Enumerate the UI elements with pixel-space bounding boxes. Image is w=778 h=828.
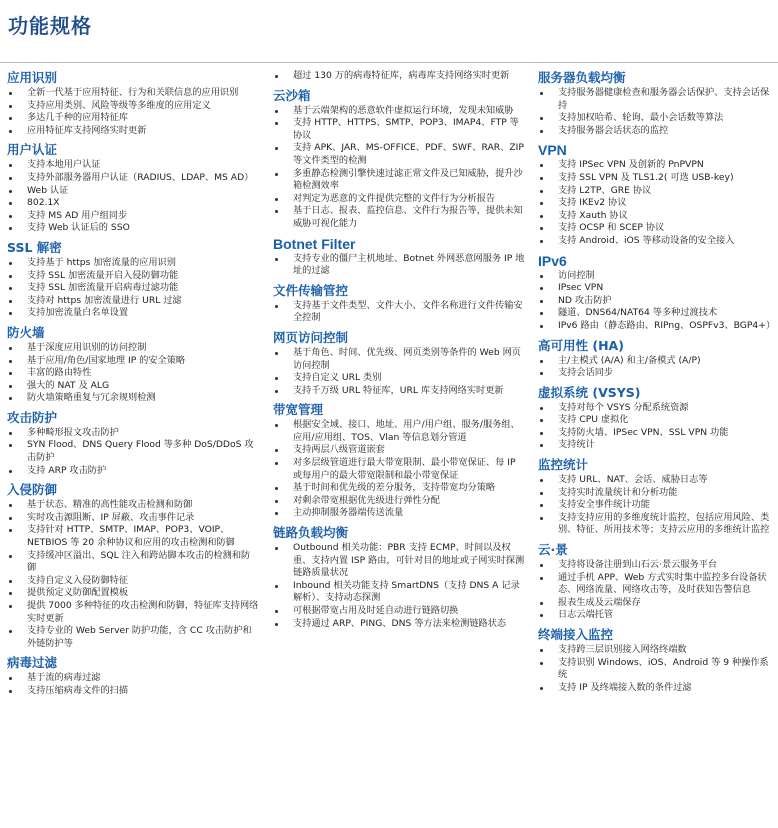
feature-item: 支持 OCSP 和 SCEP 协议 [538, 222, 776, 235]
feature-item: 支持专业的 Web Server 防护功能，含 CC 攻击防护和外链防护等 [7, 625, 259, 650]
feature-item: 支持针对 HTTP、SMTP、IMAP、POP3、VOIP、NETBIOS 等 20 余种协议和应用的攻击检测和防御 [7, 524, 259, 549]
spec-section-section-4 [273, 330, 525, 397]
feature-item: 支持 IPSec VPN 及创新的 PnPVPN [538, 159, 776, 172]
feature-list [7, 427, 259, 477]
feature-item: 基于日志、报表、监控信息、文件行为报告等，提供未知威胁可视化能力 [273, 205, 525, 230]
feature-item: 根据安全域、接口、地址、用户/用户组、服务/服务组、应用/应用组、TOS、Vlan 等信息划分管道 [273, 419, 525, 444]
feature-item: 提供 7000 多种特征的攻击检测和防御，特征库支持网络实时更新 [7, 600, 259, 625]
section-heading: SSL 解密 [7, 239, 62, 255]
spec-section-section-3 [273, 283, 525, 325]
feature-item: 应用特征库支持网络实时更新 [7, 125, 259, 138]
feature-item: 支持跨三层识别接入网络终端数 [538, 644, 776, 657]
feature-list [273, 419, 525, 520]
feature-item: 全新一代基于应用特征、行为和关联信息的应用识别 [7, 87, 259, 100]
feature-item: 提供预定义防御配置模板 [7, 587, 259, 600]
feature-list [538, 474, 776, 537]
section-heading: Botnet Filter [273, 235, 356, 252]
feature-item: 通过手机 APP、Web 方式实时集中监控多台设备状态、网络流量、网络攻击等，及时获知告警信息 [538, 572, 776, 597]
spec-section-section-6 [7, 655, 259, 697]
spec-section-vsys [538, 385, 776, 452]
feature-item: 支持 APK、JAR、MS-OFFICE、PDF、SWF、RAR、ZIP 等文件类型的检测 [273, 142, 525, 167]
feature-item: 基于时间和优先级的差分服务，支持带宽均分策略 [273, 482, 525, 495]
spec-section-section-0 [7, 70, 259, 137]
feature-item: 对剩余带宽根据优先级进行弹性分配 [273, 495, 525, 508]
feature-item: 支持千万级 URL 特征库，URL 库支持网络实时更新 [273, 385, 525, 398]
feature-list [7, 87, 259, 137]
feature-item: 支持压缩病毒文件的扫描 [7, 685, 259, 698]
feature-item: 基于深度应用识别的访问控制 [7, 342, 259, 355]
feature-item: 支持基于 https 加密流量的应用识别 [7, 257, 259, 270]
feature-list [538, 559, 776, 622]
feature-item: 支持 MS AD 用户组同步 [7, 210, 259, 223]
feature-list [273, 300, 525, 325]
feature-item: 基于流的病毒过滤 [7, 672, 259, 685]
feature-item: 强大的 NAT 及 ALG [7, 380, 259, 393]
feature-item: 支持将设备注册到山石云·景云服务平台 [538, 559, 776, 572]
feature-item: 支持加密流量白名单设置 [7, 307, 259, 320]
feature-item: 支持统计 [538, 439, 776, 452]
section-heading: 入侵防御 [7, 482, 58, 498]
feature-item: 隧道、DNS64/NAT64 等多种过渡技术 [538, 307, 776, 320]
spec-section-ipv6 [538, 253, 776, 333]
feature-item: 多种畸形报文攻击防护 [7, 427, 259, 440]
feature-item: 支持支持应用的多维度统计监控，包括应用风险、类别、特征、所用技术等；支持云应用的多维统计监控 [538, 512, 776, 537]
feature-item: 支持 HTTP、HTTPS、SMTP、POP3、IMAP4、FTP 等协议 [273, 117, 525, 142]
feature-item: 支持 SSL VPN 及 TLS1.2( 可选 USB-key) [538, 172, 776, 185]
feature-item: 防火墙策略重复与冗余规则检测 [7, 392, 259, 405]
section-heading: 病毒过滤 [7, 655, 58, 671]
spec-section-section-1 [7, 142, 259, 235]
feature-item: 支持本地用户认证 [7, 159, 259, 172]
feature-list [538, 355, 776, 380]
feature-item: 支持 IP 及终端接入数的条件过滤 [538, 682, 776, 695]
feature-item: 日志云端托管 [538, 609, 776, 622]
feature-item: 主动抑制服务器端传送流量 [273, 507, 525, 520]
feature-item: 基于角色、时间、优先级、网页类别等条件的 Web 网页访问控制 [273, 347, 525, 372]
feature-item: 实时攻击源阻断、IP 屏蔽、攻击事件记录 [7, 512, 259, 525]
section-heading: 带宽管理 [273, 402, 324, 418]
feature-item: 支持 L2TP、GRE 协议 [538, 185, 776, 198]
feature-item: 支持实时流量统计和分析功能 [538, 487, 776, 500]
feature-item: 支持专业的僵尸主机地址、Botnet 外网恶意网服务 IP 地址的过滤 [273, 253, 525, 278]
section-heading: 终端接入监控 [538, 627, 614, 642]
feature-item: 支持 URL、NAT、会话、威胁日志等 [538, 474, 776, 487]
feature-list [7, 257, 259, 320]
feature-item: 支持 SSL 加密流量开启入侵防御功能 [7, 270, 259, 283]
feature-item: 对多层级管道进行最大带宽限制、最小带宽保证、每 IP 或每用户的最大带宽限制和最小带宽保证 [273, 457, 525, 482]
section-heading: 文件传输管控 [273, 282, 349, 298]
right-column [538, 70, 776, 699]
feature-item: 支持两层八级管道嵌套 [273, 444, 525, 457]
feature-list [538, 159, 776, 247]
section-heading: IPv6 [538, 252, 567, 269]
feature-item: 支持 Web 认证后的 SSO [7, 222, 259, 235]
feature-item: 支持 Xauth 协议 [538, 210, 776, 223]
section-heading: 应用识别 [7, 70, 58, 85]
feature-item: 支持安全事件统计功能 [538, 499, 776, 512]
feature-list [7, 159, 259, 235]
spec-section-section-7 [538, 627, 776, 694]
spec-section-vpn [538, 142, 776, 247]
feature-item: 支持 ARP 攻击防护 [7, 465, 259, 478]
section-heading: 云沙箱 [273, 87, 311, 103]
spec-section-ha [538, 338, 776, 380]
feature-list [273, 70, 525, 83]
section-heading: VPN [538, 142, 567, 159]
section-heading: 防火墙 [7, 324, 45, 340]
feature-list [7, 672, 259, 697]
feature-item: 多达几千种的应用特征库 [7, 112, 259, 125]
feature-item: 支持 IKEv2 协议 [538, 197, 776, 210]
section-heading: 监控统计 [538, 457, 589, 473]
section-heading: 虚拟系统 (VSYS) [538, 384, 641, 400]
feature-item: 支持基于文件类型、文件大小、文件名称进行文件传输安全控制 [273, 300, 525, 325]
feature-item: 可根据带宽占用及时延自动进行链路切换 [273, 605, 525, 618]
feature-item: Inbound 相关功能支持 SmartDNS（支持 DNS A 记录解析）、支持动态探测 [273, 580, 525, 605]
section-heading: 服务器负载均衡 [538, 70, 626, 85]
feature-item: 支持外部服务器用户认证（RADIUS、LDAP、MS AD） [7, 172, 259, 185]
feature-item: 802.1X [7, 197, 259, 210]
section-heading: 网页访问控制 [273, 329, 349, 345]
feature-item: 支持自定义 URL 类别 [273, 372, 525, 385]
feature-item: 支持 CPU 虚拟化 [538, 414, 776, 427]
title-divider [0, 62, 778, 63]
feature-item: 支持应用类别、风险等级等多维度的应用定义 [7, 100, 259, 113]
feature-item: 支持对每个 VSYS 分配系统资源 [538, 402, 776, 415]
feature-item: 支持服务器会话状态的监控 [538, 125, 776, 138]
spec-section-section-3 [7, 325, 259, 405]
spec-section-section-4 [7, 410, 259, 477]
spec-section-ssl [7, 240, 259, 320]
page-title: 功能规格 [8, 14, 92, 38]
spec-section-section-1 [273, 88, 525, 231]
feature-item: 对判定为恶意的文件提供完整的文件行为分析报告 [273, 193, 525, 206]
feature-item: 支持 Android、iOS 等移动设备的安全接入 [538, 235, 776, 248]
feature-item: 基于应用/角色/国家地理 IP 的安全策略 [7, 355, 259, 368]
feature-item: 超过 130 万的病毒特征库，病毒库支持网络实时更新 [273, 70, 525, 83]
feature-item: 丰富的路由特性 [7, 367, 259, 380]
feature-item: 基于状态、精准的高性能攻击检测和防御 [7, 499, 259, 512]
spec-section-section-0 [273, 70, 525, 83]
feature-item: Outbound 相关功能：PBR 支持 ECMP、时间以及权重、支持内置 ISP 路由，可针对目的地址或子网实时探测链路质量状况 [273, 542, 525, 580]
feature-list [538, 644, 776, 694]
feature-list [538, 87, 776, 137]
feature-item: IPv6 路由（静态路由、RIPng、OSPFv3、BGP4+） [538, 320, 776, 333]
feature-item: Web 认证 [7, 185, 259, 198]
section-heading: 链路负载均衡 [273, 525, 349, 541]
feature-item: ND 攻击防护 [538, 295, 776, 308]
left-column [7, 70, 259, 703]
feature-item: 报表生成及云端保存 [538, 597, 776, 610]
feature-list [273, 105, 525, 231]
feature-list [273, 253, 525, 278]
spec-section-section-5 [538, 457, 776, 537]
feature-list [538, 402, 776, 452]
feature-item: 支持会话同步 [538, 367, 776, 380]
feature-item: 支持防火墙、IPSec VPN、SSL VPN 功能 [538, 427, 776, 440]
spec-section-section-6 [538, 542, 776, 622]
spec-section-section-6 [273, 525, 525, 630]
feature-item: IPsec VPN [538, 282, 776, 295]
section-heading: 用户认证 [7, 142, 58, 158]
section-heading: 云·景 [538, 542, 568, 558]
feature-item: 支持自定义入侵防御特征 [7, 575, 259, 588]
spec-section-botnet-filter [273, 236, 525, 278]
feature-list [7, 499, 259, 650]
middle-column [273, 70, 525, 635]
feature-item: 访问控制 [538, 270, 776, 283]
feature-list [273, 542, 525, 630]
spec-section-section-0 [538, 70, 776, 137]
spec-section-section-5 [273, 402, 525, 520]
feature-item: 支持通过 ARP、PING、DNS 等方法来检测链路状态 [273, 618, 525, 631]
feature-list [7, 342, 259, 405]
feature-item: 支持识别 Windows、iOS、Android 等 9 种操作系统 [538, 657, 776, 682]
feature-item: 支持对 https 加密流量进行 URL 过滤 [7, 295, 259, 308]
feature-item: 多重静态检测引擎快速过滤正常文件及已知威胁，提升沙箱检测效率 [273, 168, 525, 193]
feature-list [538, 270, 776, 333]
spec-section-section-5 [7, 482, 259, 650]
feature-item: 基于云端架构的恶意软件虚拟运行环境，发现未知威胁 [273, 105, 525, 118]
feature-item: 主/主模式 (A/A) 和主/备模式 (A/P) [538, 355, 776, 368]
feature-list [273, 347, 525, 397]
feature-item: 支持服务器健康检查和服务器会话保护、支持会话保持 [538, 87, 776, 112]
section-heading: 攻击防护 [7, 409, 58, 425]
feature-item: 支持 SSL 加密流量开启病毒过滤功能 [7, 282, 259, 295]
feature-item: 支持加权哈希、轮询、最小会话数等算法 [538, 112, 776, 125]
feature-item: SYN Flood、DNS Query Flood 等多种 DoS/DDoS 攻击防护 [7, 439, 259, 464]
section-heading: 高可用性 (HA) [538, 337, 624, 353]
feature-item: 支持缓冲区溢出、SQL 注入和跨站脚本攻击的检测和防御 [7, 550, 259, 575]
